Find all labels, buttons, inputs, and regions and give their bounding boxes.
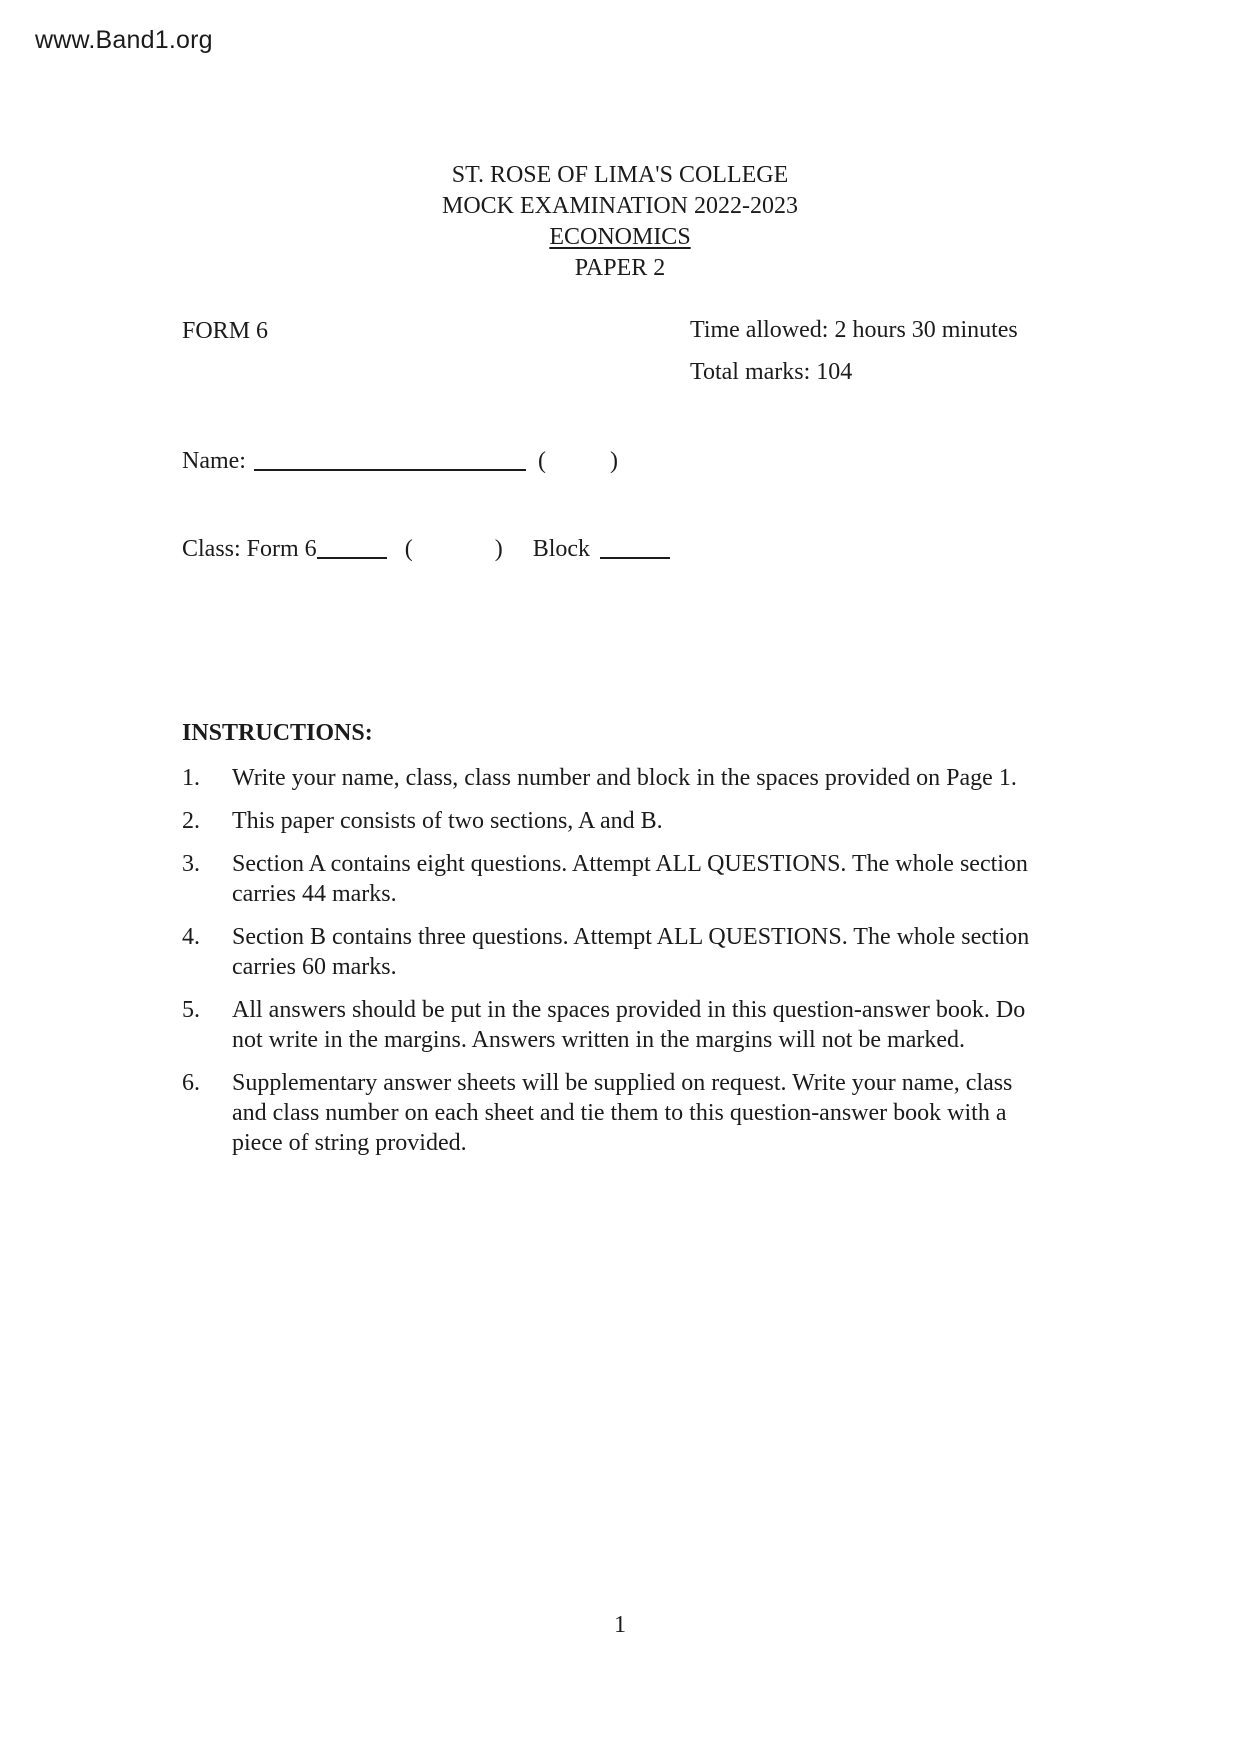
exam-session: MOCK EXAMINATION 2022-2023 — [442, 193, 798, 219]
instruction-number: 2. — [182, 808, 200, 834]
class-number-close-paren: ) — [609, 448, 618, 474]
name-label: Name: — [182, 448, 246, 474]
class-number-open-paren: ( — [537, 448, 546, 474]
spacer — [526, 467, 538, 468]
instruction-item-1 — [182, 763, 1112, 793]
time-allowed: Time allowed: 2 hours 30 minutes — [690, 317, 1018, 343]
instruction-text: Supplementary answer sheets will be supplied on request. Write your name, class and class number on each sheet and tie them to this question-answer book with a piece of string provided. — [232, 1070, 1013, 1156]
spacer — [387, 555, 405, 556]
instruction-number: 3. — [182, 851, 200, 877]
instruction-item-2 — [182, 806, 1112, 836]
class-label: Class: Form 6 — [182, 536, 317, 562]
class-paren-blank — [413, 555, 495, 556]
instruction-item-4 — [182, 922, 1112, 982]
class-row — [182, 536, 670, 563]
name-row — [182, 448, 618, 475]
block-blank-line — [600, 537, 670, 559]
instruction-item-6 — [182, 1068, 1112, 1158]
instruction-number: 5. — [182, 997, 200, 1023]
instruction-text: Section A contains eight questions. Attempt ALL QUESTIONS. The whole section carries 44 marks. — [232, 851, 1028, 907]
exam-header — [0, 160, 1240, 284]
page-number: 1 — [614, 1612, 626, 1638]
time-marks-block — [690, 318, 1018, 385]
block-label: Block — [532, 536, 591, 562]
class-blank-line — [317, 537, 387, 559]
instruction-text: All answers should be put in the spaces provided in this question-answer book. Do not write in the margins. Answers written in the margins will not be marked. — [232, 997, 1026, 1053]
school-name: ST. ROSE OF LIMA'S COLLEGE — [451, 162, 789, 188]
instruction-text: This paper consists of two sections, A and B. — [232, 808, 663, 834]
total-marks: Total marks: 104 — [690, 359, 853, 385]
instruction-text: Write your name, class, class number and block in the spaces provided on Page 1. — [232, 765, 1017, 791]
instructions-section — [182, 718, 1112, 1171]
watermark: www.Band1.org — [35, 26, 213, 54]
paper-number: PAPER 2 — [574, 255, 666, 281]
class-open-paren: ( — [404, 536, 413, 562]
spacer — [503, 555, 533, 556]
instruction-item-5 — [182, 995, 1112, 1055]
form-label: FORM 6 — [182, 318, 269, 344]
instruction-text: Section B contains three questions. Attempt ALL QUESTIONS. The whole section carries 60 marks. — [232, 924, 1030, 980]
instructions-heading: INSTRUCTIONS: — [182, 720, 373, 746]
name-blank-line — [254, 449, 526, 471]
class-number-blank — [546, 467, 610, 468]
subject-title: ECONOMICS — [549, 224, 691, 250]
instruction-item-3 — [182, 849, 1112, 909]
instruction-number: 4. — [182, 924, 200, 950]
class-close-paren: ) — [494, 536, 503, 562]
instruction-number: 1. — [182, 765, 200, 791]
instruction-number: 6. — [182, 1070, 200, 1096]
